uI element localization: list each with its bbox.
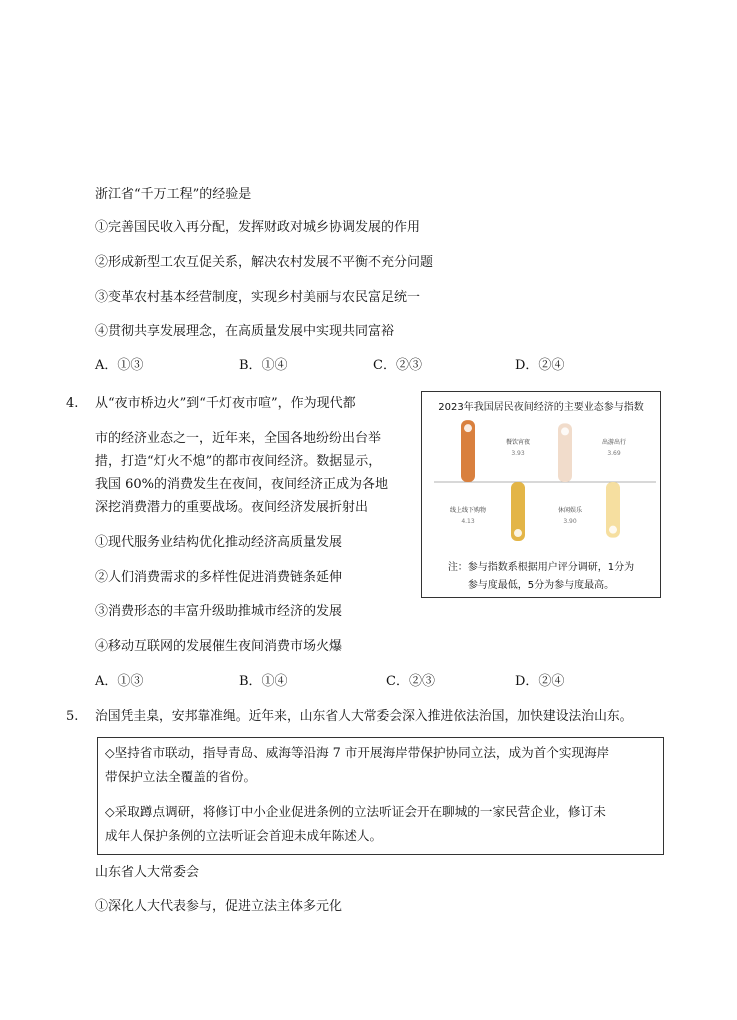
category-icon [561, 427, 569, 435]
q3-item-4: ④贯彻共享发展理念，在高质量发展中实现共同富裕 [95, 324, 395, 339]
q5-box-line-4: 成年人保护条例的立法听证会首迎未成年陈述人。 [105, 828, 383, 843]
chart-title: 2023年我国居民夜间经济的主要业态参与指数 [438, 402, 644, 413]
q4-option-a: A．①③ [95, 674, 144, 689]
chart-category-label: 出游出行 [601, 439, 627, 446]
q5-box-line-3: ◇采取蹲点调研，将修订中小企业促进条例的立法听证会开在聊城的一家民营企业，修订未 [105, 804, 606, 819]
q4-stem-line-4: 我国 60%的消费发生在夜间，夜间经济正成为各地 [95, 477, 389, 492]
q4-option-c: C．②③ [386, 674, 435, 689]
q4-option-d: D．②④ [515, 674, 565, 689]
chart-figure [421, 391, 661, 598]
q4-stem-line-2: 市的经济业态之一，近年来，全国各地纷纷出台举 [95, 431, 382, 446]
q4-stem-line-5: 深挖消费潜力的重要战场。夜间经济发展折射出 [95, 500, 369, 515]
chart-note-line-1: 注：参与指数系根据用户评分调研，1分为 [447, 562, 635, 573]
chart-category-label: 线上线下购物 [449, 507, 487, 514]
q3-option-a: A．①③ [95, 358, 144, 373]
q4-number: 4. [66, 396, 79, 411]
q3-option-d: D．②④ [515, 358, 565, 373]
chart-value-label: 3.93 [511, 450, 525, 457]
chart-category-label: 餐饮宵夜 [505, 439, 531, 446]
q5-number: 5. [66, 709, 79, 724]
q4-item-3: ③消费形态的丰富升级助推城市经济的发展 [95, 604, 343, 619]
category-icon [609, 526, 617, 534]
q5-box-line-1: ◇坚持省市联动，指导青岛、威海等沿海 7 市开展海岸带保护协同立法，成为首个实现海岸 [105, 745, 610, 760]
category-icon [514, 529, 522, 537]
chart-svg [422, 410, 660, 560]
q4-item-2: ②人们消费需求的多样性促进消费链条延伸 [95, 570, 343, 585]
chart-note-line-2: 参与度最低，5分为参与度最高。 [467, 580, 615, 591]
q3-item-1: ①完善国民收入再分配，发挥财政对城乡协调发展的作用 [95, 220, 421, 235]
chart-value-label: 4.13 [461, 518, 475, 525]
q4-item-4: ④移动互联网的发展催生夜间消费市场火爆 [95, 639, 343, 654]
q4-item-1: ①现代服务业结构优化推动经济高质量发展 [95, 535, 343, 550]
q4-stem-line-1: 从“夜市桥边火”到“千灯夜市喧”，作为现代都 [95, 396, 356, 411]
q5-item-1: ①深化人大代表参与，促进立法主体多元化 [95, 899, 343, 914]
chart-value-label: 3.90 [563, 518, 577, 525]
q3-option-b: B．①④ [239, 358, 288, 373]
q3-stem: 浙江省“千万工程”的经验是 [95, 187, 252, 202]
chart-value-label: 3.69 [607, 450, 621, 457]
q4-stem-line-3: 措，打造“灯火不熄”的都市夜间经济。数据显示， [95, 454, 382, 469]
q3-item-2: ②形成新型工农互促关系，解决农村发展不平衡不充分问题 [95, 255, 434, 270]
q3-option-c: C．②③ [373, 358, 422, 373]
q5-box-line-2: 带保护立法全覆盖的省份。 [105, 769, 257, 784]
q5-material-box [97, 737, 664, 855]
category-icon [464, 424, 472, 432]
q4-option-b: B．①④ [239, 674, 288, 689]
q5-after-text: 山东省人大常委会 [95, 865, 200, 880]
q3-item-3: ③变革农村基本经营制度，实现乡村美丽与农民富足统一 [95, 290, 421, 305]
chart-category-label: 休闲娱乐 [557, 507, 583, 514]
q5-stem: 治国凭圭臬，安邦靠准绳。近年来，山东省人大常委会深入推进依法治国，加快建设法治山东。 [95, 709, 633, 724]
